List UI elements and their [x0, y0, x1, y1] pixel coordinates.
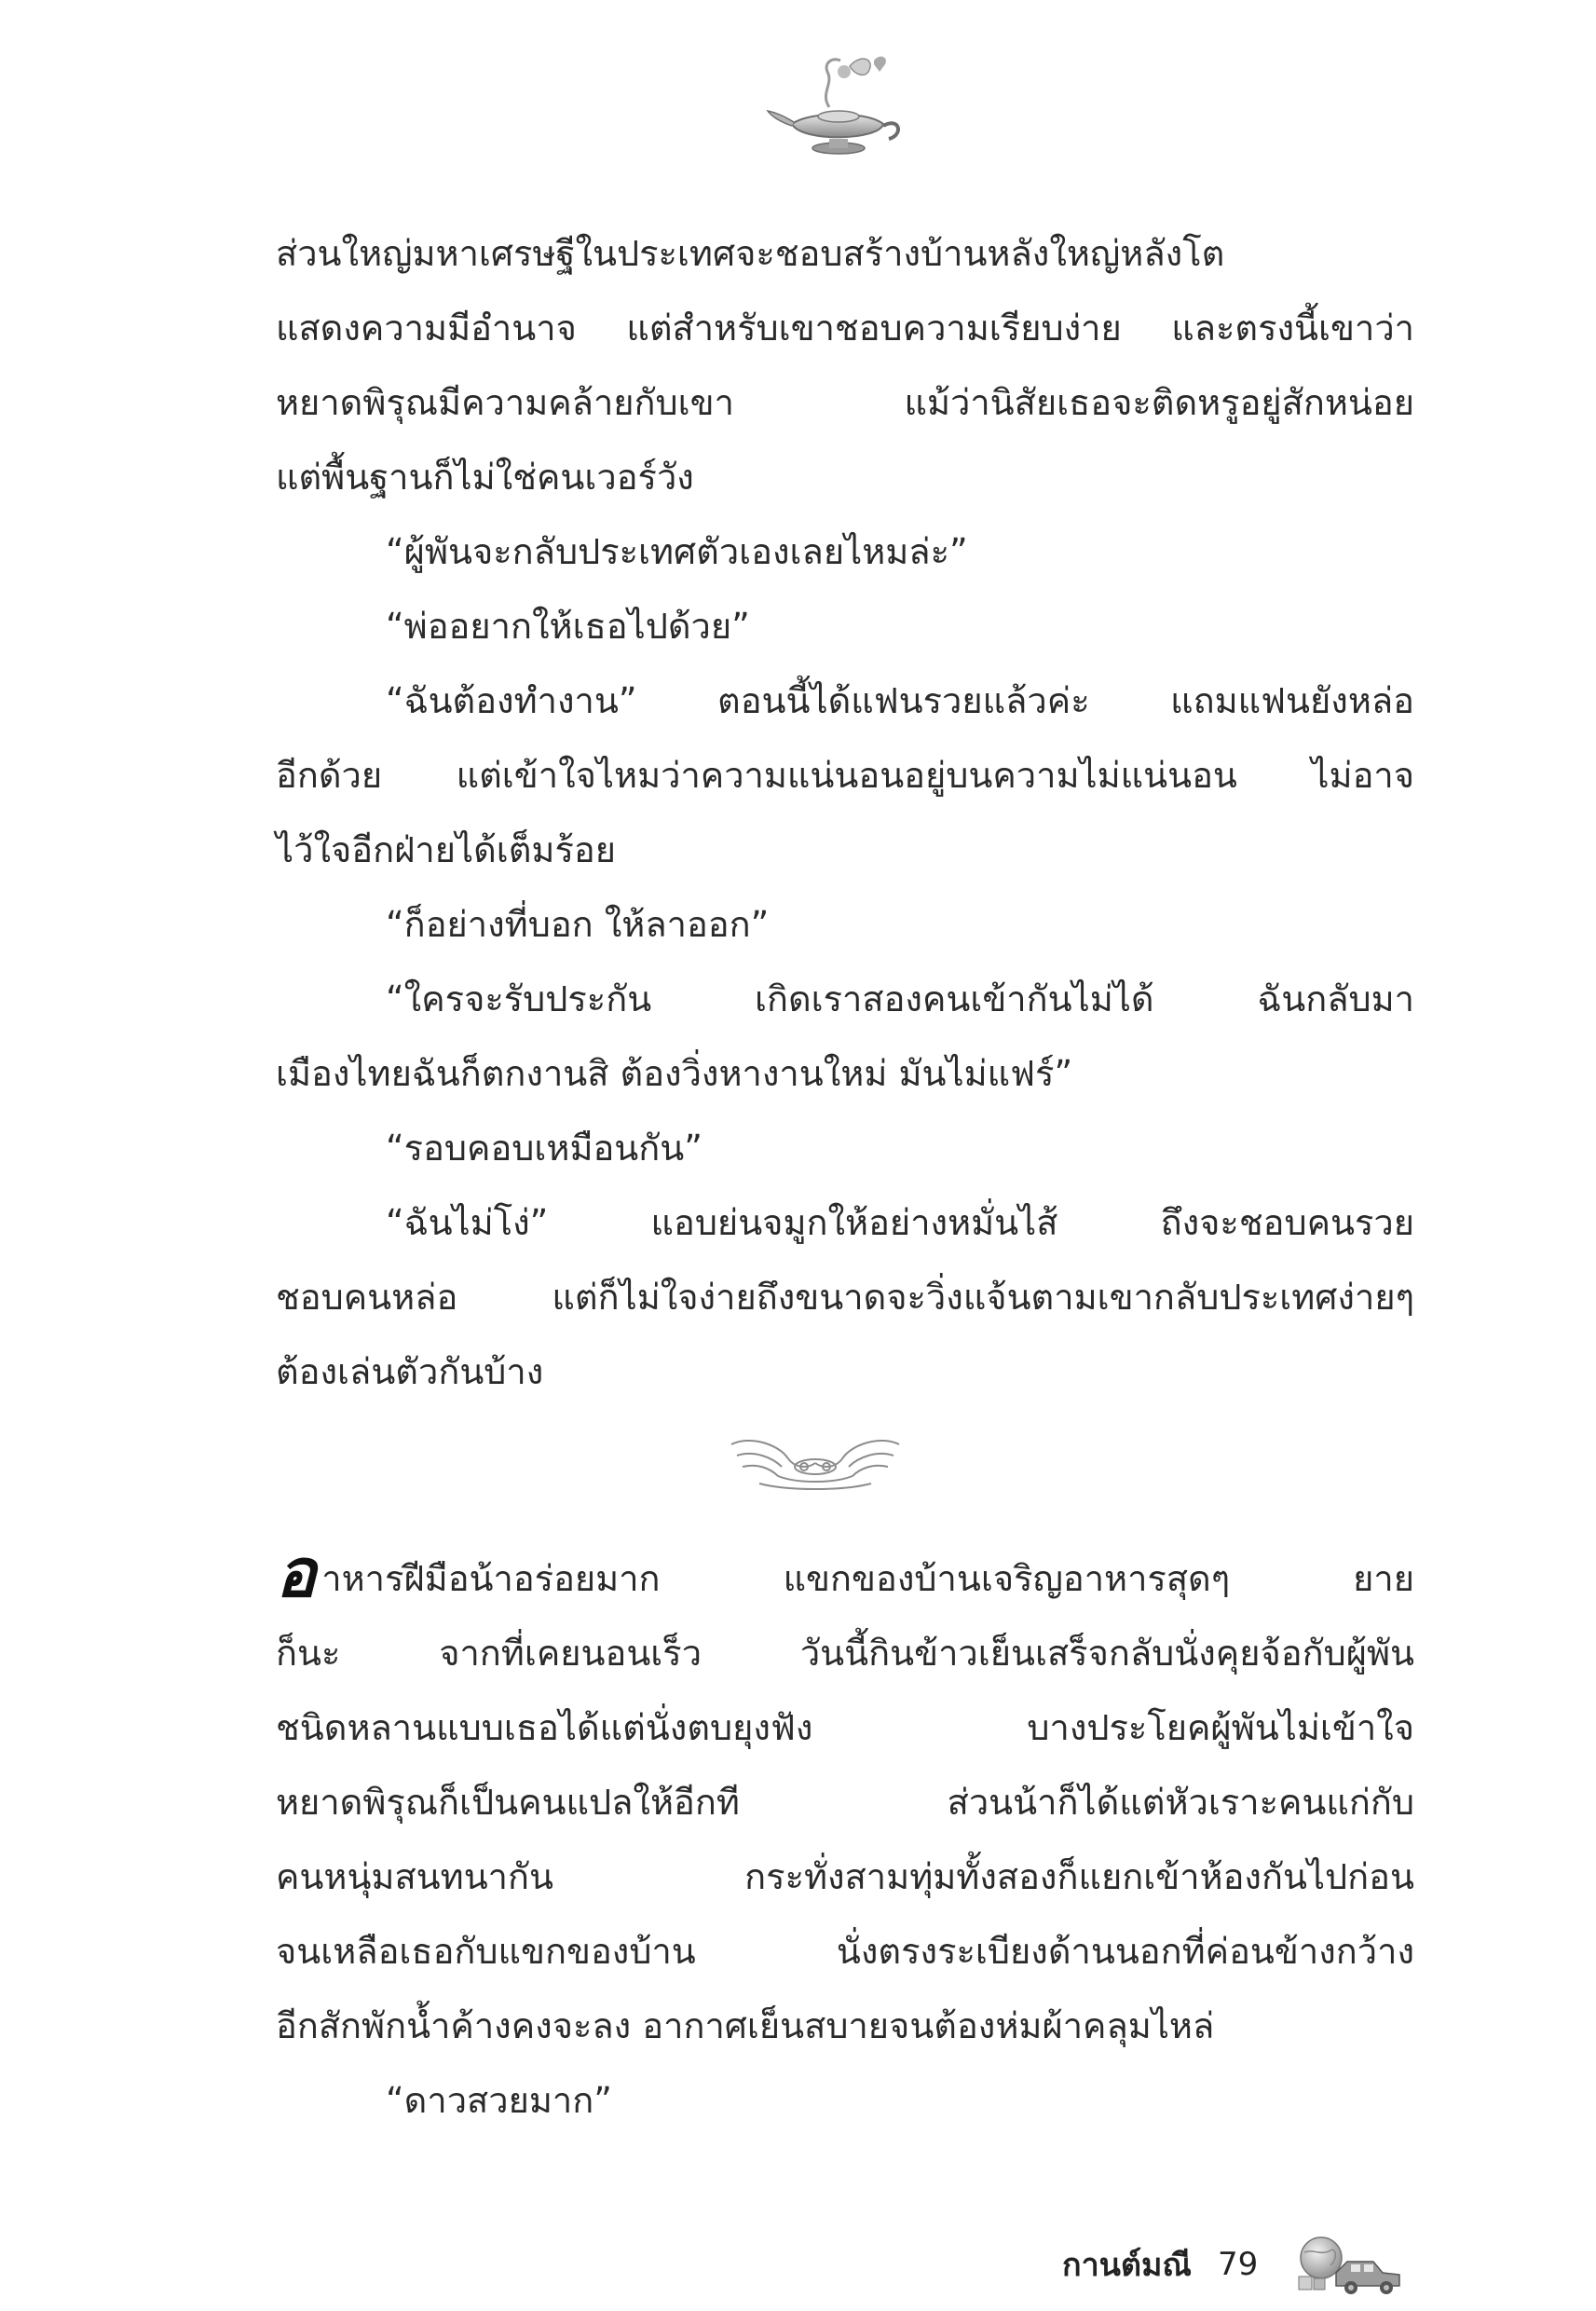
first-line-text: าหารฝีมือน้าอร่อยมาก แขกของบ้านเจริญอาหารสุดๆ ยาย: [321, 1558, 1414, 1599]
text-line: ชอบคนหล่อ แต่ก็ไม่ใจง่ายถึงขนาดจะวิ่งแจ้นตามเขากลับประเทศง่ายๆ: [276, 1277, 1414, 1318]
text-line: ส่วนใหญ่มหาเศรษฐีในประเทศจะชอบสร้างบ้านหลังใหญ่หลังโต: [276, 233, 1225, 274]
text-line: เมืองไทยฉันก็ตกงานสิ ต้องวิ่งหางานใหม่ มันไม่แฟร์”: [276, 1053, 1073, 1094]
globe-car-icon: [1293, 2232, 1405, 2297]
dialogue-line: “ฉันไม่โง่” แอบย่นจมูกให้อย่างหมั่นไส้ ถึงจะชอบคนรวย: [386, 1202, 1414, 1243]
dialogue-line: “ใครจะรับประกัน เกิดเราสองคนเข้ากันไม่ได้ ฉันกลับมา: [386, 978, 1414, 1019]
text-line: อีกด้วย แต่เข้าใจไหมว่าความแน่นอนอยู่บนความไม่แน่นอน ไม่อาจ: [276, 755, 1414, 796]
dialogue-line: “รอบคอบเหมือนกัน”: [386, 1128, 703, 1169]
scroll-ornament-icon: [722, 1426, 908, 1500]
text-line: หยาดพิรุณมีความคล้ายกับเขา แม้ว่านิสัยเธอจะติดหรูอยู่สักหน่อย: [276, 382, 1414, 423]
dialogue-line: “ดาวสวยมาก”: [386, 2080, 612, 2121]
text-line: ไว้ใจอีกฝ่ายได้เต็มร้อย: [276, 829, 616, 870]
text-line: ต้องเล่นตัวกันบ้าง: [276, 1351, 544, 1392]
page-number: 79: [1217, 2246, 1259, 2283]
first-line: [276, 1534, 1414, 1616]
text-line: คนหนุ่มสนทนากัน กระทั่งสามทุ่มทั้งสองก็แยกเข้าห้องกันไปก่อน: [276, 1856, 1414, 1897]
text-line: จนเหลือเธอกับแขกของบ้าน นั่งตรงระเบียงด้านนอกที่ค่อนข้างกว้าง: [276, 1931, 1414, 1972]
text-line: ชนิดหลานแบบเธอได้แต่นั่งตบยุงฟัง บางประโยคผู้พันไม่เข้าใจ: [276, 1707, 1414, 1748]
text-line: ก็นะ จากที่เคยนอนเร็ว วันนี้กินข้าวเย็นเสร็จกลับนั่งคุยจ้อกับผู้พัน: [276, 1633, 1414, 1674]
text-line: แสดงความมีอำนาจ แต่สำหรับเขาชอบความเรียบง่าย และตรงนี้เขาว่า: [276, 308, 1414, 349]
page-footer: [1062, 2232, 1405, 2297]
dialogue-line: “ก็อย่างที่บอก ให้ลาออก”: [386, 904, 770, 945]
dialogue-line: “พ่ออยากให้เธอไปด้วย”: [386, 606, 750, 647]
paragraph-block-2: [276, 1534, 1414, 2138]
text-line: หยาดพิรุณก็เป็นคนแปลให้อีกที ส่วนน้าก็ได้แต่หัวเราะคนแก่กับ: [276, 1782, 1414, 1823]
author-name: กานต์มณี: [1062, 2247, 1192, 2284]
text-line: แต่พื้นฐานก็ไม่ใช่คนเวอร์วัง: [276, 457, 694, 498]
paragraph-block-1: [276, 216, 1414, 1409]
dialogue-line: “ฉันต้องทำงาน” ตอนนี้ได้แฟนรวยแล้วค่ะ แถมแฟนยังหล่อ: [386, 680, 1414, 721]
dialogue-line: “ผู้พันจะกลับประเทศตัวเองเลยไหมล่ะ”: [386, 531, 968, 572]
magic-lamp-icon: [764, 51, 913, 163]
drop-cap: อ: [276, 1534, 317, 1612]
text-line: อีกสักพักน้ำค้างคงจะลง อากาศเย็นสบายจนต้องห่มผ้าคลุมไหล่: [276, 2005, 1215, 2046]
